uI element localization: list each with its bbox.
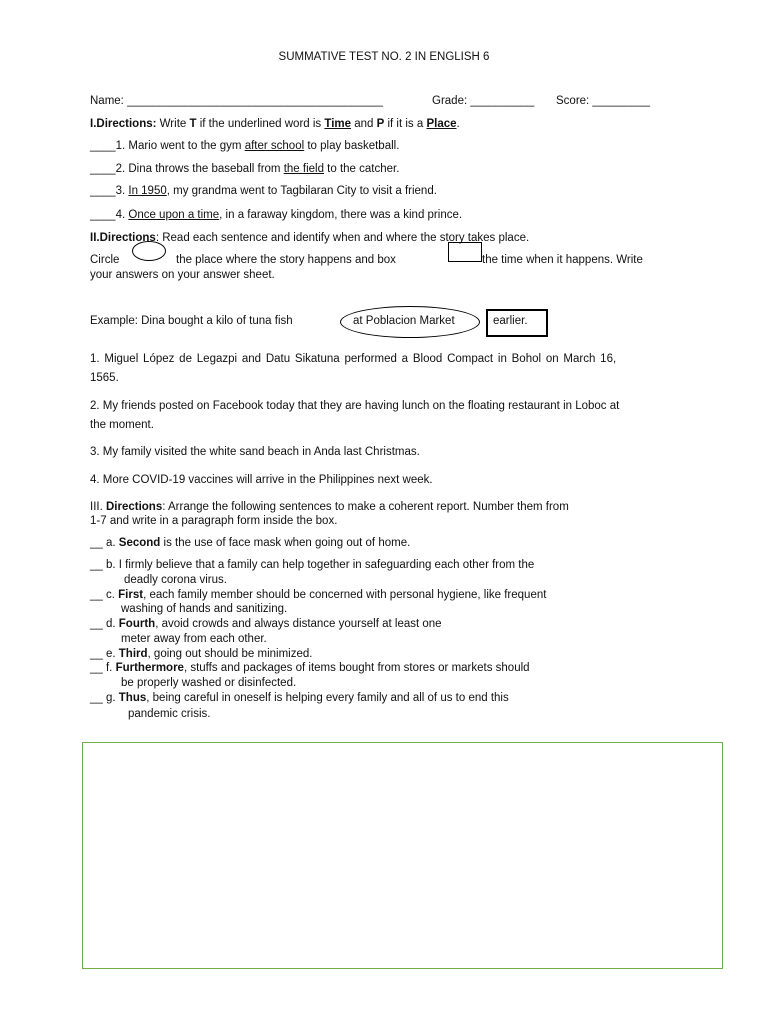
- part3-item-e: __ e. Third, going out should be minimized.: [90, 648, 313, 660]
- part3-item-d-cont: meter away from each other.: [121, 633, 267, 645]
- name-field[interactable]: Name: ________________________________________: [90, 95, 383, 107]
- box-instruction: the time when it happens. Write: [482, 254, 643, 266]
- part2-sentence-3: 3. My family visited the white sand beach in Anda last Christmas.: [90, 446, 420, 458]
- part1-item-2: ____2. Dina throws the baseball from the field to the catcher.: [90, 163, 400, 175]
- part2-directions-line2: your answers on your answer sheet.: [90, 269, 275, 281]
- circle-label: Circle: [90, 254, 120, 266]
- part3-item-c: __ c. First, each family member should be concerned with personal hygiene, like frequent: [90, 589, 547, 601]
- example-time: earlier.: [493, 315, 528, 327]
- part2-sentence-2: 2. My friends posted on Facebook today that they are having lunch on the floating restaurant in Loboc at: [90, 400, 620, 412]
- part2-sentence-4: 4. More COVID-19 vaccines will arrive in the Philippines next week.: [90, 474, 433, 486]
- circle-symbol-icon: [132, 241, 166, 261]
- part3-item-c-cont: washing of hands and sanitizing.: [121, 603, 288, 615]
- page-title: SUMMATIVE TEST NO. 2 IN ENGLISH 6: [278, 51, 490, 63]
- part2-directions: II.Directions: Read each sentence and identify when and where the story takes place.: [90, 232, 530, 244]
- part3-item-g: __ g. Thus, being careful in oneself is helping every family and all of us to end this: [90, 692, 509, 704]
- part3-item-b: __ b. I firmly believe that a family can help together in safeguarding each other from the: [90, 559, 535, 571]
- part3-directions: III. Directions: Arrange the following sentences to make a coherent report. Number them from: [90, 501, 569, 513]
- score-field[interactable]: Score: _________: [556, 95, 650, 107]
- part2-sentence-1-cont: 1565.: [90, 372, 119, 384]
- part1-item-4: ____4. Once upon a time, in a faraway kingdom, there was a kind prince.: [90, 209, 463, 221]
- part3-item-a: __ a. Second is the use of face mask when going out of home.: [90, 537, 411, 549]
- part3-item-f-cont: be properly washed or disinfected.: [121, 677, 297, 689]
- box-symbol-icon: [448, 242, 482, 262]
- part2-sentence-2-cont: the moment.: [90, 419, 154, 431]
- part1-item-1: ____1. Mario went to the gym after school to play basketball.: [90, 140, 400, 152]
- part3-item-d: __ d. Fourth, avoid crowds and always distance yourself at least one: [90, 618, 442, 630]
- part3-item-b-cont: deadly corona virus.: [124, 574, 227, 586]
- part1-directions: I.Directions: Write T if the underlined word is Time and P if it is a Place.: [90, 118, 460, 130]
- example-place: at Poblacion Market: [353, 315, 455, 327]
- grade-field[interactable]: Grade: __________: [432, 95, 535, 107]
- part3-directions-line2: 1-7 and write in a paragraph form inside the box.: [90, 515, 338, 527]
- example-sentence: Example: Dina bought a kilo of tuna fish: [90, 315, 293, 327]
- circle-instruction: the place where the story happens and box: [176, 254, 396, 266]
- part3-item-g-cont: pandemic crisis.: [128, 708, 211, 720]
- part3-item-f: __ f. Furthermore, stuffs and packages of items bought from stores or markets should: [90, 662, 530, 674]
- part1-item-3: ____3. In 1950, my grandma went to Tagbilaran City to visit a friend.: [90, 185, 437, 197]
- answer-box[interactable]: [82, 742, 723, 969]
- part2-sentence-1: 1. Miguel López de Legazpi and Datu Sikatuna performed a Blood Compact in Bohol on March 16,: [90, 353, 617, 365]
